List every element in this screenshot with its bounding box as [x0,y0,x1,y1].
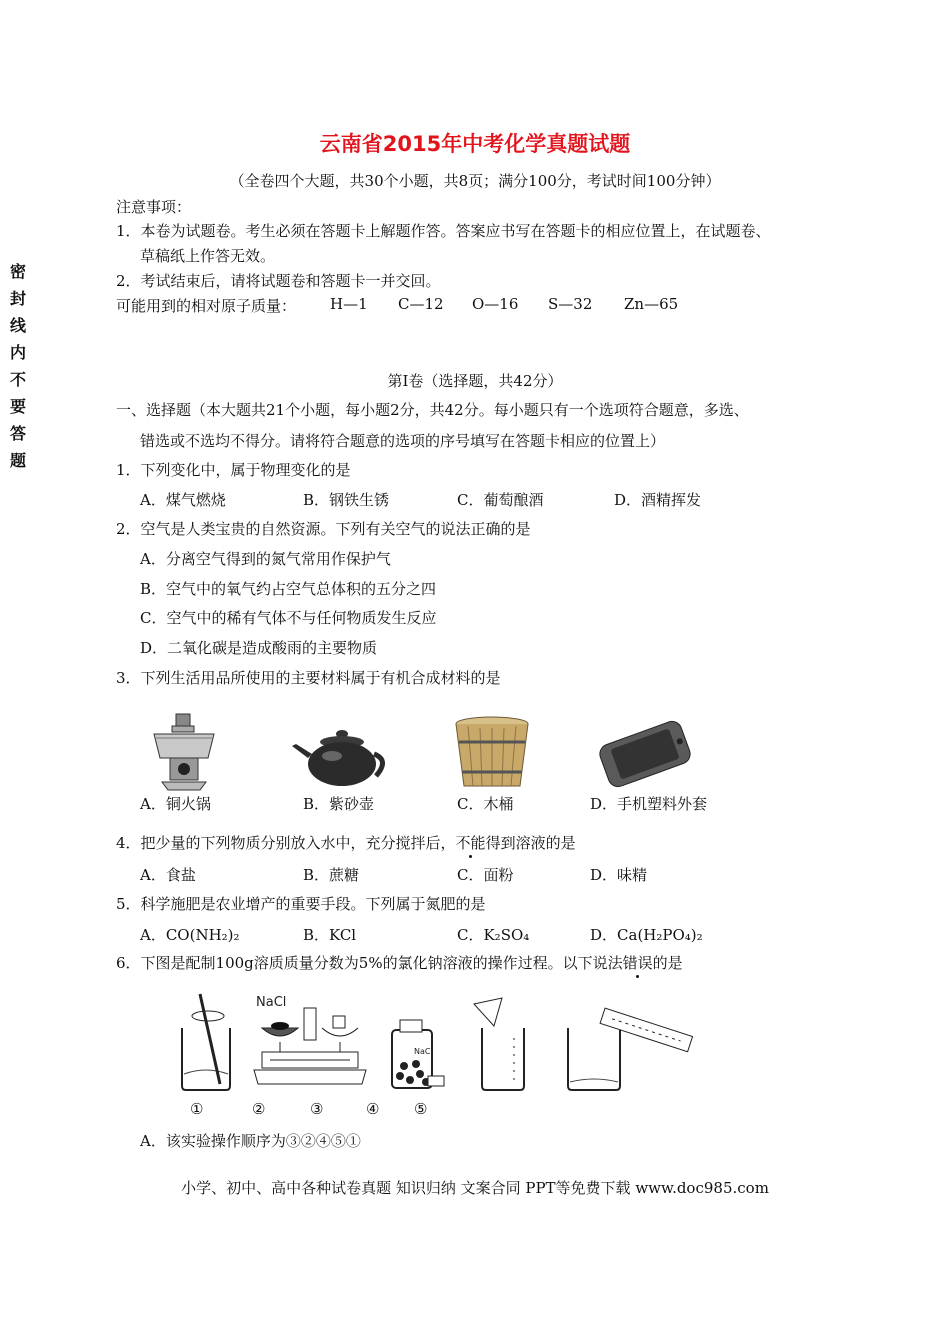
q4-stem-post: 得到溶液的是 [485,834,576,852]
step-label: ⑤ [414,1100,428,1118]
q4-option-c: C．面粉 [457,866,514,884]
q2-option-a: A．分离空气得到的氮气常用作保护气 [140,550,391,568]
side-char: 密 [9,262,26,281]
q5-option-d: D．Ca(H₂PO₄)₂ [590,926,703,944]
atomic-mass: S—32 [548,295,593,313]
notice-item-2: 2．考试结束后，请将试题卷和答题卡一并交回。 [116,272,441,290]
phone-case-image [596,720,694,788]
q1-option-c: C．葡萄酿酒 [457,491,544,509]
atomic-mass-label: 可能用到的相对原子质量： [116,297,297,315]
q4-option-b: B．蔗糖 [303,866,360,884]
notice-item-1: 1．本卷为试题卷。考生必须在答题卡上解题作答。答案应书写在答题卡的相应位置上，在试题卷、 [116,222,771,240]
beaker-pouring [474,998,524,1090]
q4-option-d: D．味精 [590,866,648,884]
step-label: ② [252,1100,266,1118]
page-title: 云南省2015年中考化学真题试题 [319,132,631,156]
q4-stem-pre: 4．把少量的下列物质分别放入水中，充分搅拌后， [116,834,456,852]
q6-stem-post: 的是 [652,954,683,972]
notice-heading: 注意事项： [116,198,192,216]
nacl-label: NaCl [256,995,287,1010]
q3-option-d: D．手机塑料外套 [590,795,708,813]
step-label: ① [190,1100,204,1118]
side-char: 不 [9,370,26,389]
page-subtitle: （全卷四个大题，共30个小题，共8页；满分100分，考试时间100分钟） [229,172,721,190]
section-heading-cont: 错选或不选均不得分。请将符合题意的选项的序号填写在答题卡相应的位置上） [140,432,666,450]
q6-option-a: A．该实验操作顺序为③②④⑤① [140,1132,361,1150]
q3-option-c: C．木桶 [457,795,514,813]
cylinder-pouring [568,1008,693,1090]
step-label: ③ [310,1100,324,1118]
q3-option-b: B．紫砂壶 [303,795,375,813]
q3-option-a: A．铜火锅 [140,795,211,813]
question-4-stem [116,832,576,853]
side-char: 封 [9,289,26,308]
q1-option-b: B．钢铁生锈 [303,491,390,509]
q4-option-a: A．食盐 [140,866,196,884]
atomic-mass: Zn—65 [624,295,679,313]
clay-teapot-image [290,724,390,790]
side-char: 要 [9,397,26,416]
section-heading: 一、选择题（本大题共21个小题，每小题2分，共42分。每小题只有一个选项符合题意，多选、 [116,401,749,419]
question-5-stem: 5．科学施肥是农业增产的重要手段。下列属于氮肥的是 [116,895,486,913]
q6-stem-pre: 6．下图是配制100g溶质质量分数为5%的氯化钠溶液的操作过程。以下说法 [116,954,623,972]
q1-option-d: D．酒精挥发 [614,491,702,509]
q5-option-a: A．CO(NH₂)₂ [140,926,240,944]
section-title: 第Ⅰ卷（选择题，共42分） [387,372,563,390]
side-char: 线 [9,316,26,335]
solution-prep-diagram [170,986,700,1096]
step-label: ④ [366,1100,380,1118]
footer-text: 小学、初中、高中各种试卷真题 知识归纳 文案合同 PPT等免费下载 www.doc985.com [181,1179,769,1197]
wooden-bucket-image [452,716,532,790]
q2-option-b: B．空气中的氧气约占空气总体积的五分之四 [140,580,437,598]
q4-stem-emphasis: 不能 [455,834,486,852]
question-3-stem: 3．下列生活用品所使用的主要材料属于有机合成材料的是 [116,669,501,687]
notice-item-1-cont: 草稿纸上作答无效。 [140,247,276,265]
side-char: 内 [9,343,26,362]
q5-option-b: B．KCl [303,926,357,944]
bottle-label: NaCl [414,1047,433,1056]
copper-hotpot-image [148,712,220,792]
beaker-stirring [182,994,230,1090]
question-1-stem: 1．下列变化中，属于物理变化的是 [116,461,351,479]
side-warning [8,258,28,474]
q5-option-c: C．K₂SO₄ [457,926,530,944]
question-2-stem: 2．空气是人类宝贵的自然资源。下列有关空气的说法正确的是 [116,520,531,538]
atomic-mass: O—16 [472,295,519,313]
atomic-mass: C—12 [398,295,444,313]
balance-scale [254,995,366,1084]
side-char: 答 [9,424,26,443]
q6-stem-emphasis: 错误 [622,954,653,972]
side-char: 题 [9,451,26,470]
reagent-bottle [392,1020,444,1088]
q2-option-d: D．二氧化碳是造成酸雨的主要物质 [140,639,378,657]
q1-option-a: A．煤气燃烧 [140,491,226,509]
atomic-mass: H—1 [330,295,368,313]
question-6-stem [116,952,683,973]
q2-option-c: C．空气中的稀有气体不与任何物质发生反应 [140,609,437,627]
